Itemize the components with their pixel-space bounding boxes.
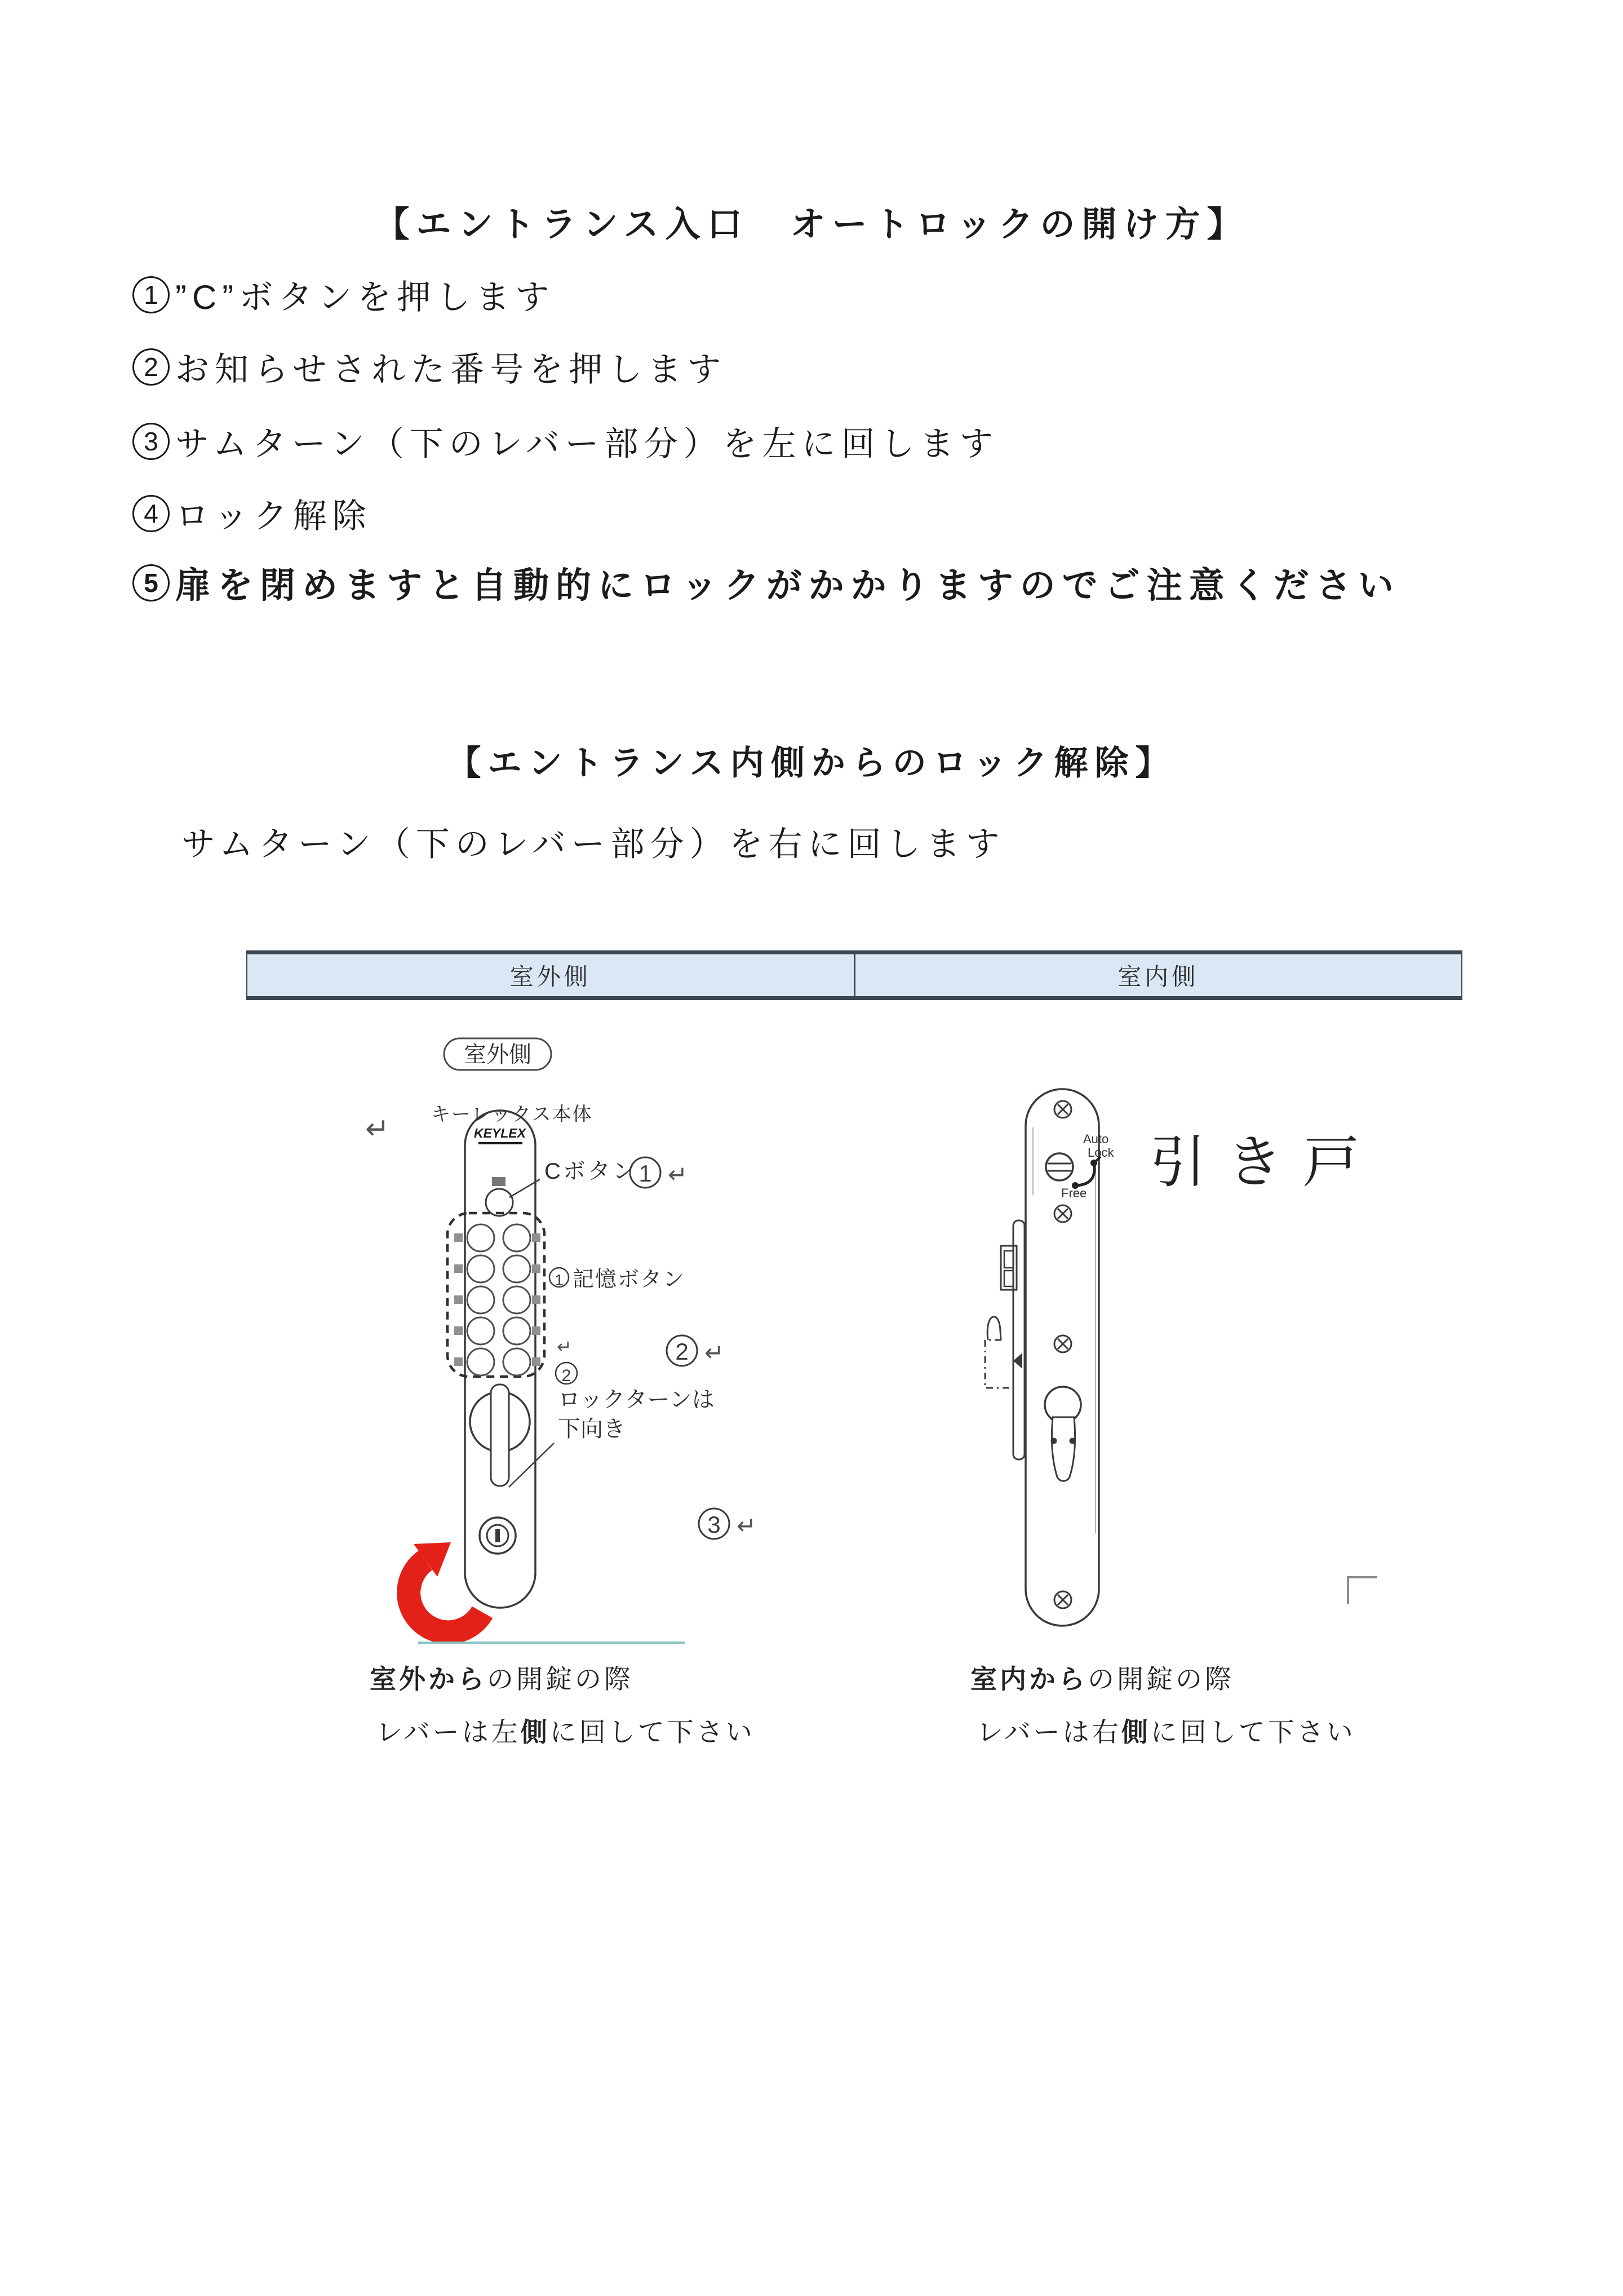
- table-header-indoor: 室内側: [1118, 963, 1199, 990]
- lockturn-circled-number: 2: [561, 1366, 571, 1385]
- outdoor-caption-line1-bold: 室外から: [370, 1664, 487, 1694]
- indoor-caption-line1-bold: 室内から: [970, 1664, 1088, 1694]
- outdoor-caption-line1-rest: の開錠の際: [487, 1664, 633, 1694]
- rotate-left-arrow-icon: [409, 1542, 482, 1632]
- keyhole-slot-icon: [495, 1529, 500, 1542]
- indoor-caption-line2-rest: に回して下さい: [1150, 1717, 1356, 1747]
- step-3: [132, 417, 999, 466]
- indoor-caption-line1-rest: の開錠の際: [1088, 1664, 1234, 1694]
- outdoor-caption-line1: [370, 1658, 633, 1696]
- indoor-caption-line2-bold: 側: [1121, 1717, 1151, 1747]
- circled-3-number: 3: [707, 1511, 721, 1538]
- outdoor-caption-line2-bold: 側: [520, 1717, 550, 1747]
- indoor-lock-diagram: [952, 1082, 1443, 1640]
- return-mark-step1: ↵: [668, 1161, 688, 1188]
- lever-pivot-dot-left: [1051, 1438, 1057, 1444]
- sliding-door-label: 引き戸: [1150, 1131, 1380, 1194]
- table-header: [246, 950, 1462, 1000]
- c-button-label: Cボタン: [544, 1159, 637, 1184]
- c-button-tag: [492, 1177, 505, 1186]
- latch-block-inner-2: [1004, 1271, 1013, 1286]
- step-4-text: ロック解除: [175, 497, 372, 535]
- step-1-text: ”C”ボタンを押します: [175, 278, 555, 316]
- auto-label: Auto: [1083, 1132, 1109, 1146]
- step-1-number: 1: [132, 276, 170, 313]
- outdoor-caption-line2-pre: レバーは左: [376, 1717, 521, 1747]
- step-4: [132, 489, 372, 538]
- step-3-text: サムターン（下のレバー部分）を左に回します: [175, 425, 999, 463]
- mode-dial-icon: [1046, 1153, 1073, 1180]
- step-2-number: 2: [132, 348, 170, 386]
- step-4-number: 4: [132, 495, 170, 532]
- return-mark-icon: ↵: [365, 1112, 390, 1146]
- step-1: [132, 271, 555, 319]
- lockturn-label-line1: ロックターンは: [558, 1387, 715, 1412]
- section-2-instruction: サムターン（下のレバー部分）を右に回します: [181, 825, 1005, 863]
- page-title: 【エントランス入口 オートロックの開け方】: [374, 205, 1249, 244]
- step-2-text: お知らせされた番号を押します: [175, 351, 727, 388]
- mode-arrow-arc: [1075, 1163, 1094, 1185]
- step-5: [132, 557, 1400, 608]
- indoor-thumbturn-shaft: [1052, 1417, 1075, 1481]
- keylex-brand-logo: KEYLEX: [473, 1126, 526, 1140]
- circled-1-number: 1: [638, 1160, 652, 1187]
- return-mark-small: ↵: [557, 1336, 572, 1357]
- latch-hook-curve: [987, 1317, 1001, 1340]
- return-mark-step3: ↵: [737, 1512, 757, 1539]
- indoor-caption-line1: [970, 1658, 1234, 1696]
- indoor-caption-line2-pre: レバーは右: [977, 1717, 1121, 1747]
- circled-2-number: 2: [675, 1338, 689, 1365]
- return-mark-step2: ↵: [704, 1339, 725, 1366]
- step-3-number: 3: [132, 423, 170, 460]
- step-5-text: 扉を閉めますと自動的にロックがかかりますのでご注意ください: [175, 566, 1400, 605]
- keypad-buttons: [467, 1224, 530, 1375]
- lock-plate-outline: [1026, 1089, 1099, 1626]
- memory-circled-number: 1: [555, 1271, 564, 1289]
- latch-block-inner-1: [1004, 1251, 1013, 1268]
- corner-mark: [1348, 1577, 1377, 1604]
- step-5-number: 5: [132, 564, 170, 601]
- lock-label: Lock: [1088, 1145, 1114, 1160]
- indoor-caption-line2: [977, 1711, 1356, 1749]
- thumbturn-lever: [491, 1384, 509, 1486]
- keylex-logo-underline: [478, 1142, 522, 1144]
- section-2-title: 【エントランス内側からのロック解除】: [447, 744, 1176, 782]
- outdoor-lock-diagram: [338, 1026, 817, 1669]
- latch-pointer-icon: [1013, 1353, 1022, 1369]
- table-header-outdoor: 室外側: [247, 954, 855, 996]
- outdoor-caption-line2: [376, 1711, 755, 1749]
- keylex-unit-label: キーレックス本体: [431, 1104, 593, 1125]
- memory-button-label: 記憶ボタン: [573, 1268, 686, 1291]
- latch-dashdot-outline: [985, 1340, 1012, 1388]
- step-2: [132, 343, 726, 391]
- free-label: Free: [1061, 1186, 1087, 1200]
- outdoor-caption-line2-rest: に回して下さい: [549, 1717, 755, 1747]
- lockturn-label-line2: 下向き: [558, 1417, 626, 1441]
- lever-pivot-dot-right: [1070, 1438, 1076, 1444]
- latch-strip: [1013, 1220, 1025, 1459]
- lockturn-leader-line: [509, 1443, 554, 1487]
- lock-position-dot: [1090, 1160, 1097, 1166]
- outdoor-badge-label: 室外側: [464, 1042, 531, 1067]
